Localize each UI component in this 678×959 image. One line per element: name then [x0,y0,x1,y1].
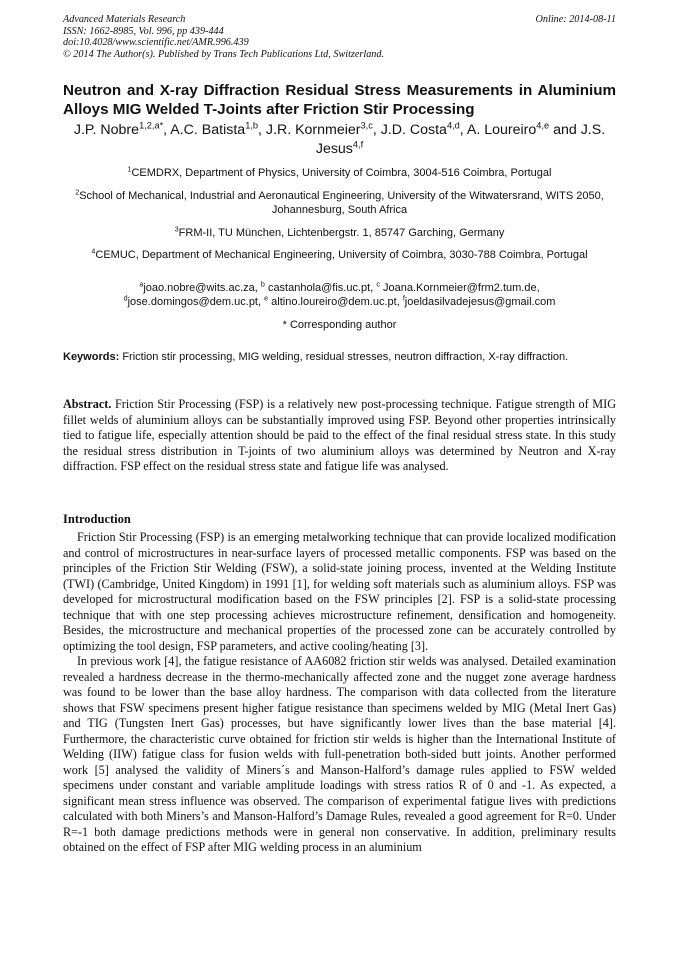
abstract [63,397,616,475]
keywords [63,350,616,365]
email-c: $^c$ Joana.Kornmeier@frm2.tum.de, [376,280,540,294]
journal-name: Advanced Materials Research [63,14,186,25]
keywords-label: Keywords: [63,351,120,363]
section-heading-introduction: Introduction [63,512,131,526]
email-a: $^a$joao.nobre@wits.ac.za, [139,280,261,294]
affiliation-2: $^2$School of Mechanical, Industrial and Aeronautical Engineering, University of the Witwatersrand, WITS 2050, Johannesburg, South Africa [75,188,604,216]
keywords-text: Friction stir processing, MIG welding, residual stresses, neutron diffraction, X-ray diffraction. [122,351,569,363]
paragraph: Friction Stir Processing (FSP) is an emerging metalworking technique that can provide localized modification and control of microstructures in near-surface layers of processed metallic components. FSP was based on the principles of the Friction Stir Welding (FSW), a solid-state joining process, invented at the Welding Institute (TWI) (Cambridge, United Kingdom) in 1991 [1], for welding soft materials such as aluminium alloys. FSP was developed for microstructural modification based on the FSW principles [2]. FSP is a solid-state processing technique that with one step processing achieves microstructure refinement, densification and homogeneity. Besides, the microstructure and mechanical properties of the processed zone can be accurately controlled by optimizing the tool design, FSP parameters, and active cooling/heating [3]. [63,530,616,653]
author-list [63,121,616,158]
journal-doi: doi:10.4028/www.scientific.net/AMR.996.439 [63,37,249,48]
affiliation-1: $^1$CEMDRX, Department of Physics, University of Coimbra, 3004-516 Coimbra, Portugal [127,165,552,179]
copyright-line: © 2014 The Author(s). Published by Trans Tech Publications Ltd, Switzerland. [63,48,385,60]
abstract-text: Friction Stir Processing (FSP) is a relatively new post-processing technique. Fatigue strength of MIG fillet welds of aluminium alloys can be substantially improved using FSP. Beyond other properties intrinsically tied to fatigue life, especially attention should be paid to the effect of the final residual stress state. In this study the residual stress distribution in T-joints of two aluminium alloys was determined by Neutron and X-ray diffraction. FSP effect on the residual stress state and fatigue life was analysed. [63,397,616,473]
email-list [63,281,616,309]
abstract-label: Abstract. [63,397,112,411]
author-1: J.P. Nobre$^{1,2,a*}$, [73,120,171,138]
paragraph: In previous work [4], the fatigue resistance of AA6082 friction stir welds was analysed. Detailed examination revealed a hardness decrease in the thermo-mechanically affected zone and the nugget zone average hardness was found to be lower than the base alloy hardness. The comparison with data collected from the literature shows that FSW specimens present higher fatigue resistance than specimens welded by MIG (Metal Inert Gas) and TIG (Tungsten Inert Gas) processes, but have significantly lower lives than the base material [4]. Furthermore, the characteristic curve obtained for friction stir welds is higher than the International Institute of Welding (IIW) fatigue class for fusion welds with full-penetration both-sided butt joints. Another performed work [5] analysed the validity of Miners´s and Manson-Halford’s damage rules applied to FSW welded specimens under constant and variable amplitude loadings with stress ratios R of 0 and -1. As expected, a significant mean stress influence was observed. The comparison of experimental fatigue lives with predictions calculated with both Miners’s and Manson-Halford’s Damage Rules, revealed a good agreement for R=0. Under R=-1 both damage predictions methods were in general non conservative. In addition, preliminary results obtained on the effect of FSP after MIG welding process in an aluminium [63,654,616,854]
paper-title: Neutron and X-ray Diffraction Residual Stress Measurements in Aluminium Alloys MIG Welded T-Joints after Friction Stir Processing [63,82,616,118]
email-b: $^b$ castanhola@fis.uc.pt, [260,280,377,294]
corresponding-note: * Corresponding author [282,319,397,331]
author-6: and J.S. Jesus$^{4,f}$ [315,122,606,157]
author-5: A. Loureiro$^{4,e}$ [466,120,550,138]
author-4: J.D. Costa$^{4,d}$, [380,120,467,138]
online-date: Online: 2014-08-11 [535,14,616,25]
introduction-body [63,530,616,856]
email-e: $^e$ altino.loureiro@dem.uc.pt, [264,294,403,308]
email-d: $^d$jose.domingos@dem.uc.pt, [123,294,265,308]
author-2: A.C. Batista$^{1,b}$, [170,120,266,138]
affiliation-3: $^3$FRM-II, TU München, Lichtenbergstr. 1, 85747 Garching, Germany [174,225,505,239]
journal-header [63,14,616,60]
author-3: J.R. Kornmeier$^{3,c}$, [265,120,381,138]
journal-issn: ISSN: 1662-8985, Vol. 996, pp 439-444 [63,25,224,37]
email-f: $^f$joeldasilvadejesus@gmail.com [402,294,556,308]
affiliation-4: $^4$CEMUC, Department of Mechanical Engineering, University of Coimbra, 3030-788 Coimbra, Portugal [91,247,588,261]
